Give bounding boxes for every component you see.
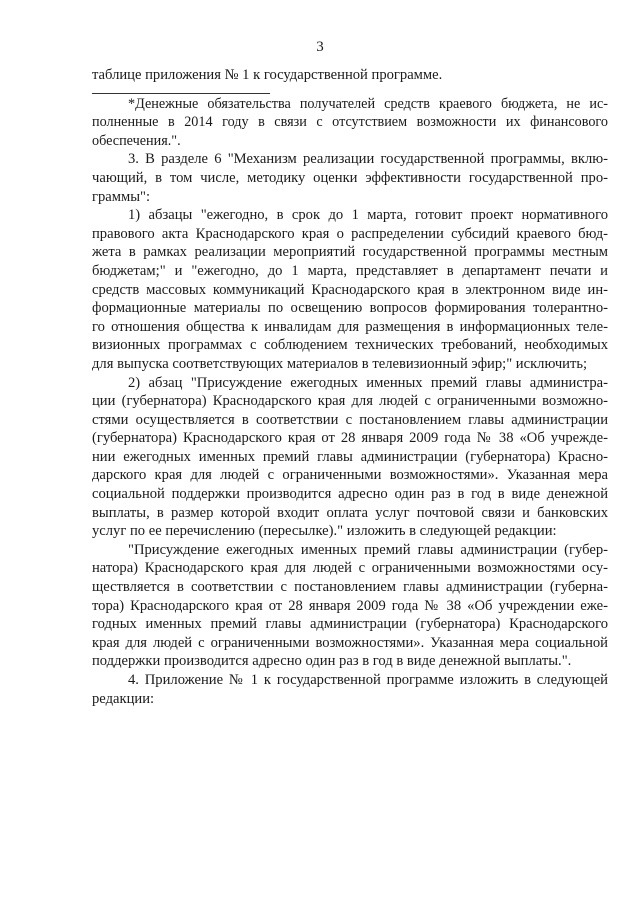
paragraph-line: редакции: bbox=[92, 690, 155, 707]
document-body bbox=[92, 66, 608, 708]
paragraph-line: выплаты, в размер которой входит оплата услуг почтовой связи и банковских bbox=[92, 504, 608, 521]
paragraph-line: бюджетам;" и "ежегодно, до 1 марта, представляет в департамент печати и bbox=[92, 262, 608, 279]
paragraph-line: дарского края для людей с ограниченными возможностями». Указанная мера bbox=[92, 467, 608, 484]
paragraph-line: чающий, в том числе, методику оценки эффективности государственной про- bbox=[92, 169, 608, 186]
paragraph-line: средств массовых коммуникаций Краснодарского края в электронном виде ин- bbox=[92, 281, 608, 298]
paragraph-item-3-2 bbox=[92, 374, 608, 541]
paragraph-item-3 bbox=[92, 150, 608, 206]
footnote bbox=[92, 95, 608, 151]
paragraph-line: натора) Краснодарского края для людей с ограниченными возможностями осу- bbox=[92, 560, 608, 577]
paragraph-line: граммы": bbox=[92, 188, 151, 205]
paragraph-line: края для людей с ограниченными возможностями». Указанная мера социальной bbox=[92, 634, 608, 651]
paragraph-line: поддержки производится адресно один раз в год в виде денежной выплаты.". bbox=[92, 653, 572, 670]
paragraph-line: 2) абзац "Присуждение ежегодных именных премий главы администра- bbox=[128, 374, 608, 391]
paragraph-line: жета в рамках реализации мероприятий государственной программы местным bbox=[92, 244, 608, 261]
paragraph-line: правового акта Краснодарского края о распределении субсидий краевого бюд- bbox=[92, 225, 608, 242]
footnote-line: полненные в 2014 году в связи с отсутствием возможности их финансового bbox=[92, 114, 608, 131]
paragraph-line: 4. Приложение № 1 к государственной программе изложить в следующей bbox=[128, 672, 608, 688]
paragraph-line: го отношения общества к инвалидам для размещения в информационных теле- bbox=[92, 318, 608, 335]
paragraph-line: нии ежегодных именных премий главы администрации (губернатора) Красно- bbox=[92, 448, 608, 465]
paragraph-line: (губернатора) Краснодарского края от 28 января 2009 года № 38 «Об учрежде- bbox=[92, 430, 608, 447]
paragraph-line: ции (губернатора) Краснодарского края для людей с ограниченными возможно- bbox=[92, 393, 608, 410]
paragraph-line: тора) Краснодарского края от 28 января 2009 года № 38 «Об учреждении еже- bbox=[92, 597, 608, 614]
paragraph-item-4 bbox=[92, 671, 608, 708]
intro-line: таблице приложения № 1 к государственной программе. bbox=[92, 67, 443, 83]
paragraph-line: "Присуждение ежегодных именных премий главы администрации (губер- bbox=[128, 541, 608, 558]
paragraph-line: годных именных премий главы администрации (губернатора) Краснодарского bbox=[92, 616, 608, 633]
quoted-new-wording bbox=[92, 541, 608, 671]
footnote-line: обеспечения.". bbox=[92, 132, 181, 149]
paragraph-line: 1) абзацы "ежегодно, в срок до 1 марта, готовит проект нормативного bbox=[128, 207, 608, 224]
paragraph-item-3-1 bbox=[92, 206, 608, 373]
paragraph-line: визионных программах с соблюдением технических требований, необходимых bbox=[92, 337, 608, 354]
paragraph-line: формационные материалы по освещению вопросов формирования толерантно- bbox=[92, 300, 608, 317]
page-number: 3 bbox=[316, 39, 324, 55]
paragraph-line: стями осуществляется в соответствии с постановлением главы администрации bbox=[92, 411, 608, 428]
footnote-line: *Денежные обязательства получателей средств краевого бюджета, не ис- bbox=[128, 95, 608, 112]
footnote-separator bbox=[92, 93, 270, 94]
paragraph-line: для выпуска соответствующих материалов в телевизионный эфир;" исключить; bbox=[92, 355, 588, 372]
paragraph-line: ществляется в соответствии с постановлением главы администрации (губерна- bbox=[92, 579, 608, 596]
paragraph-line: услуг по ее перечислению (пересылке)." изложить в следующей редакции: bbox=[92, 523, 557, 540]
paragraph-line: 3. В разделе 6 "Механизм реализации государственной программы, вклю- bbox=[128, 151, 608, 168]
paragraph-line: социальной поддержки производится адресно один раз в год в виде денежной bbox=[92, 486, 608, 503]
